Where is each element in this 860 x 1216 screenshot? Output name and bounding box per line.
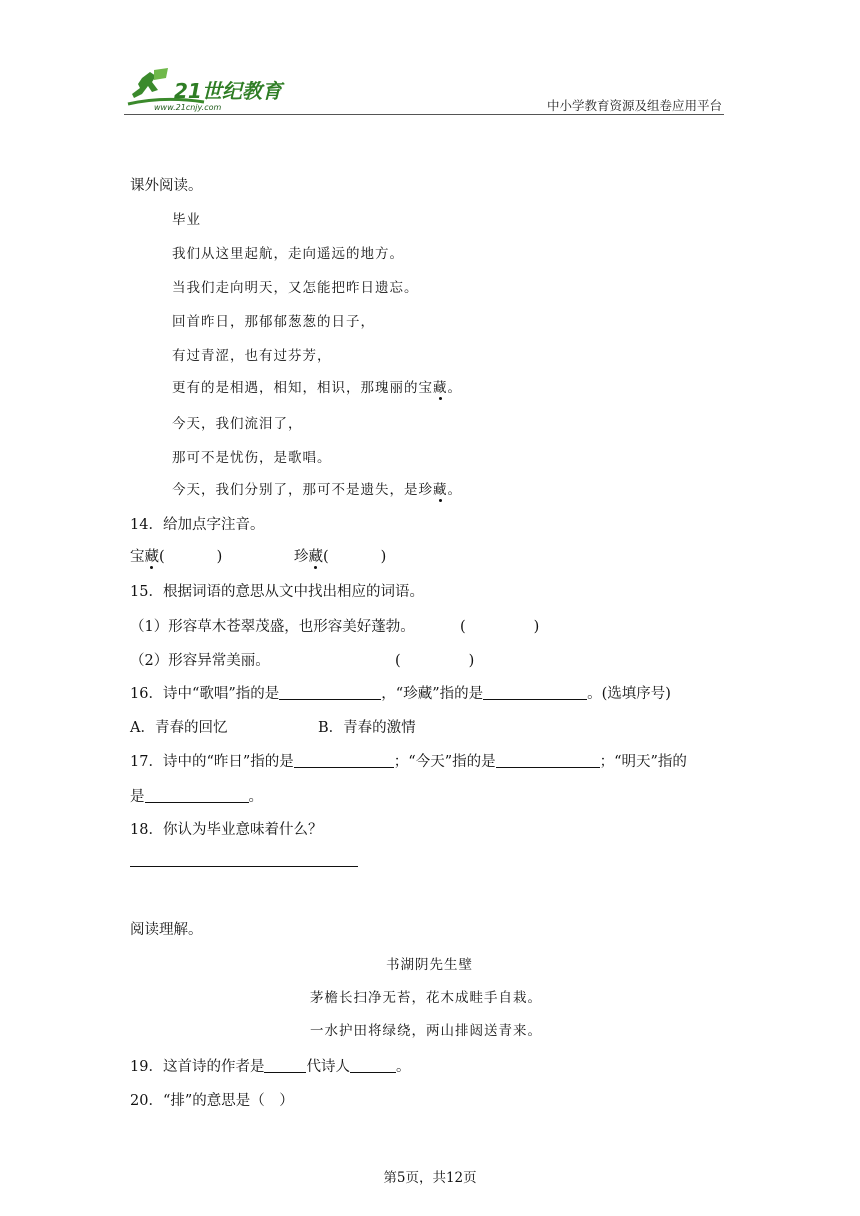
poem-line: 当我们走向明天，又怎能把昨日遗忘。: [172, 280, 419, 296]
answer-blank[interactable]: [279, 684, 381, 700]
section-heading: 阅读理解。: [130, 922, 203, 938]
dotted-char: 藏: [433, 380, 448, 396]
poem-title: 书湖阴先生壁: [386, 957, 473, 973]
poem-line-end: 。: [447, 380, 462, 396]
poem-line: 今天，我们流泪了，: [172, 416, 303, 432]
question-15-stem: 15．根据词语的意思从文中找出相应的词语。: [130, 584, 424, 600]
header-divider: [124, 114, 724, 115]
q15-sub-1: （1）形容草木苍翠茂盛，也形容美好蓬勃。: [130, 619, 415, 635]
runner-flag: [154, 68, 168, 80]
q14-item-1: 宝藏( ): [130, 549, 223, 565]
poem-line-with-dot: [172, 378, 462, 398]
q16-option-b: B．青春的激情: [318, 720, 416, 736]
poem-line: 回首昨日，那郁郁葱葱的日子，: [172, 314, 375, 330]
logo-text: 21世纪教育: [174, 79, 282, 103]
answer-blank[interactable]: [264, 1057, 306, 1073]
q14-item-2: 珍藏( ): [294, 549, 387, 565]
platform-name: 中小学教育资源及组卷应用平台: [546, 98, 722, 113]
poem-line-text: 更有的是相遇，相知，相识，那瑰丽的宝: [172, 380, 433, 396]
poem-line: 茅檐长扫净无苔，花木成畦手自栽。: [310, 990, 542, 1006]
question-17-continued: 是 。: [130, 789, 263, 805]
q15-sub-2: （2）形容异常美丽。: [130, 653, 270, 669]
answer-blank[interactable]: [145, 787, 249, 803]
site-logo: [124, 68, 294, 114]
question-19-stem: 19．这首诗的作者是 代诗人 。: [130, 1059, 411, 1075]
answer-blank[interactable]: [496, 752, 600, 768]
section-heading: 课外阅读。: [130, 178, 203, 194]
answer-blank[interactable]: [294, 752, 394, 768]
question-14-stem: 14．给加点字注音。: [130, 517, 265, 533]
question-18-stem: 18．你认为毕业意味着什么？: [130, 822, 323, 838]
poem-line: 那可不是忧伤，是歌唱。: [172, 450, 332, 466]
poem-line-end: 。: [447, 482, 462, 498]
answer-blank[interactable]: [350, 1057, 396, 1073]
dotted-char: 藏: [433, 482, 448, 498]
poem-line-with-dot: [172, 480, 462, 500]
q15-sub-2-paren: ( ): [395, 653, 475, 669]
poem-line: 一水护田将绿绕，两山排闼送青来。: [310, 1023, 542, 1039]
poem-line-text: 今天，我们分别了，那可不是遗失，是珍: [172, 482, 433, 498]
q16-option-a: A．青春的回忆: [130, 720, 228, 736]
answer-blank[interactable]: [483, 684, 587, 700]
poem-title: 毕业: [172, 212, 201, 228]
question-20-stem: 20．“排”的意思是（ ）: [130, 1093, 294, 1109]
page-number: 第5页，共12页: [383, 1170, 477, 1186]
answer-line[interactable]: [130, 866, 358, 867]
q15-sub-1-paren: ( ): [460, 619, 540, 635]
question-16-stem: 16．诗中“歌唱”指的是 ，“珍藏”指的是 。(选填序号): [130, 686, 671, 702]
logo-url: www.21cnjy.com: [154, 103, 222, 112]
poem-line: 我们从这里起航，走向遥远的地方。: [172, 246, 404, 262]
question-17-stem: 17．诗中的“昨日”指的是 ；“今天”指的是 ；“明天”指的: [130, 754, 687, 770]
poem-line: 有过青涩，也有过芬芳，: [172, 348, 332, 364]
